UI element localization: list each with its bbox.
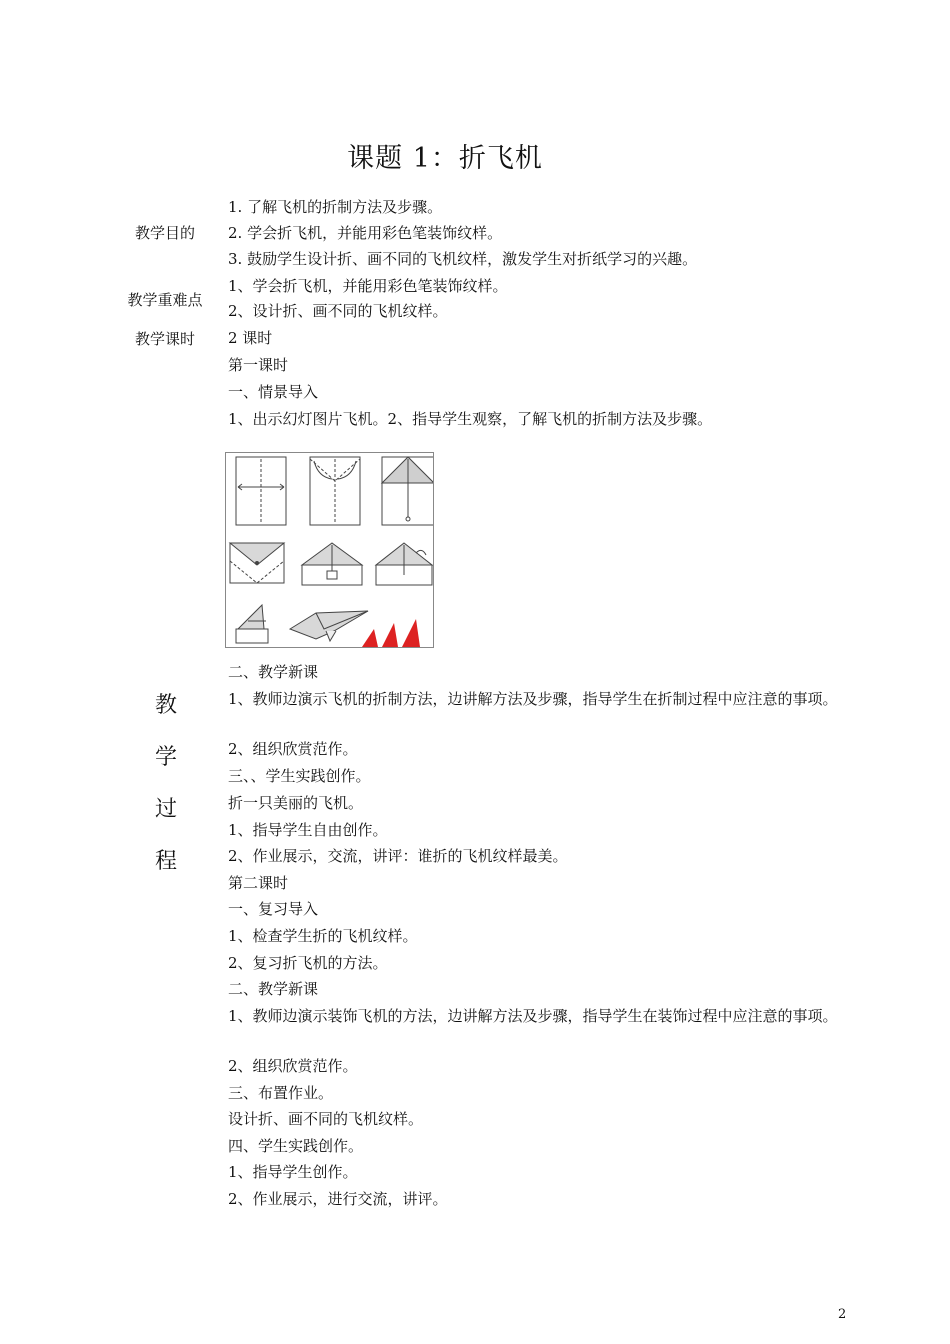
process-line: 三、布置作业。 [228, 1084, 334, 1102]
objective-item: 2. 学会折飞机，并能用彩色笔装饰纹样。 [228, 224, 503, 242]
process-line: 1、指导学生创作。 [228, 1163, 358, 1181]
fold-step-2 [310, 457, 360, 525]
objectives-label: 教学目的 [134, 224, 195, 242]
key-point-item: 2、设计折、画不同的飞机纹样。 [228, 302, 448, 320]
process-line: 1、指导学生自由创作。 [228, 821, 388, 839]
process-line: 第二课时 [228, 874, 289, 892]
process-line: 2、组织欣赏范作。 [228, 740, 358, 758]
process-line: 折一只美丽的飞机。 [228, 794, 364, 812]
hours-value: 2 课时 [228, 329, 273, 347]
decorative-stripes [362, 619, 420, 647]
hours-label: 教学课时 [134, 330, 195, 348]
fold-step-1 [236, 457, 286, 525]
process-line: 2、组织欣赏范作。 [228, 1057, 358, 1075]
fold-step-8 [290, 611, 368, 641]
objective-item: 1. 了解飞机的折制方法及步骤。 [228, 198, 443, 216]
process-line: 二、教学新课 [228, 663, 319, 681]
paper-airplane-folding-steps-icon [225, 452, 434, 648]
page-title: 课题 1：折飞机 [347, 143, 543, 174]
process-label-char: 程 [154, 849, 177, 874]
process-line: 2、作业展示，交流，讲评：谁折的飞机纹样最美。 [228, 847, 568, 865]
process-line: 1、教师边演示飞机的折制方法，边讲解方法及步骤，指导学生在折制过程中应注意的事项。 [228, 690, 838, 708]
objective-item: 3. 鼓励学生设计折、画不同的飞机纹样，激发学生对折纸学习的兴趣。 [228, 250, 698, 268]
process-line: 二、教学新课 [228, 980, 319, 998]
process-line: 第一课时 [228, 356, 289, 374]
page-number: 2 [838, 1307, 847, 1322]
process-line: 一、情景导入 [228, 383, 319, 401]
fold-step-3 [382, 457, 433, 525]
process-line: 三、、学生实践创作。 [228, 767, 371, 785]
process-line: 2、作业展示，进行交流，讲评。 [228, 1190, 448, 1208]
process-line: 设计折、画不同的飞机纹样。 [228, 1110, 424, 1128]
fold-step-5 [302, 543, 362, 585]
process-line: 1、出示幻灯图片飞机。2、指导学生观察，了解飞机的折制方法及步骤。 [228, 410, 713, 428]
process-label-char: 学 [154, 745, 177, 770]
process-line: 1、教师边演示装饰飞机的方法，边讲解方法及步骤，指导学生在装饰过程中应注意的事项。 [228, 1007, 838, 1025]
process-line: 2、复习折飞机的方法。 [228, 954, 388, 972]
fold-step-7 [236, 605, 268, 643]
process-line: 四、学生实践创作。 [228, 1137, 364, 1155]
process-line: 1、检查学生折的飞机纹样。 [228, 927, 418, 945]
process-label-char: 教 [154, 693, 177, 718]
key-points-label: 教学重难点 [127, 291, 203, 309]
process-line: 一、复习导入 [228, 900, 319, 918]
process-label-char: 过 [154, 797, 177, 822]
fold-step-4 [230, 543, 284, 583]
fold-step-6 [376, 543, 432, 585]
key-point-item: 1、学会折飞机，并能用彩色笔装饰纹样。 [228, 277, 508, 295]
